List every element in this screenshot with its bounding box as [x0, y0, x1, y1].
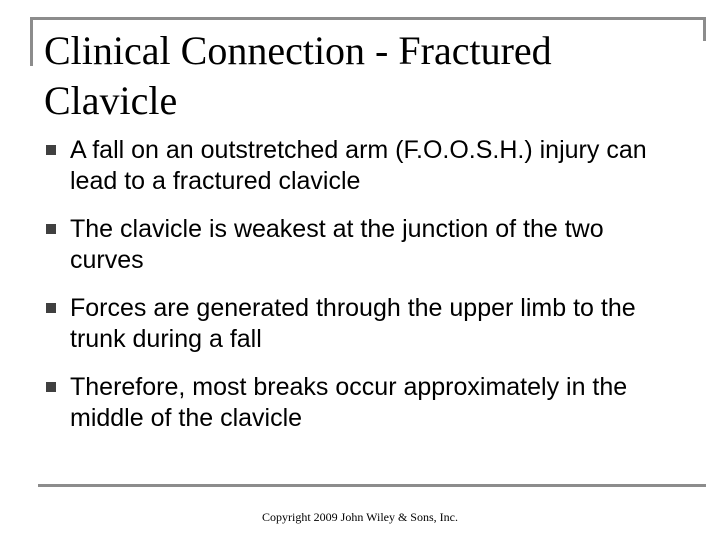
- square-bullet-icon: [46, 382, 56, 392]
- square-bullet-icon: [46, 303, 56, 313]
- bullet-item: [44, 372, 684, 434]
- bullet-list: [44, 135, 684, 451]
- slide-title: Clinical Connection - Fractured Clavicle: [44, 26, 690, 126]
- bullet-text: The clavicle is weakest at the junction of the two curves: [70, 215, 604, 274]
- bullet-item: [44, 214, 684, 276]
- square-bullet-icon: [46, 224, 56, 234]
- bullet-text: A fall on an outstretched arm (F.O.O.S.H.) injury can lead to a fractured clavicle: [70, 136, 647, 195]
- bullet-item: [44, 135, 684, 197]
- footer-divider: [38, 484, 706, 487]
- bullet-text: Therefore, most breaks occur approximately in the middle of the clavicle: [70, 373, 628, 432]
- frame-right-line: [703, 17, 706, 41]
- bullet-item: [44, 293, 684, 355]
- frame-top-line: [30, 17, 706, 20]
- bullet-text: Forces are generated through the upper limb to the trunk during a fall: [70, 294, 636, 353]
- frame-left-line: [30, 17, 33, 66]
- copyright-footer: Copyright 2009 John Wiley & Sons, Inc.: [262, 510, 458, 524]
- square-bullet-icon: [46, 145, 56, 155]
